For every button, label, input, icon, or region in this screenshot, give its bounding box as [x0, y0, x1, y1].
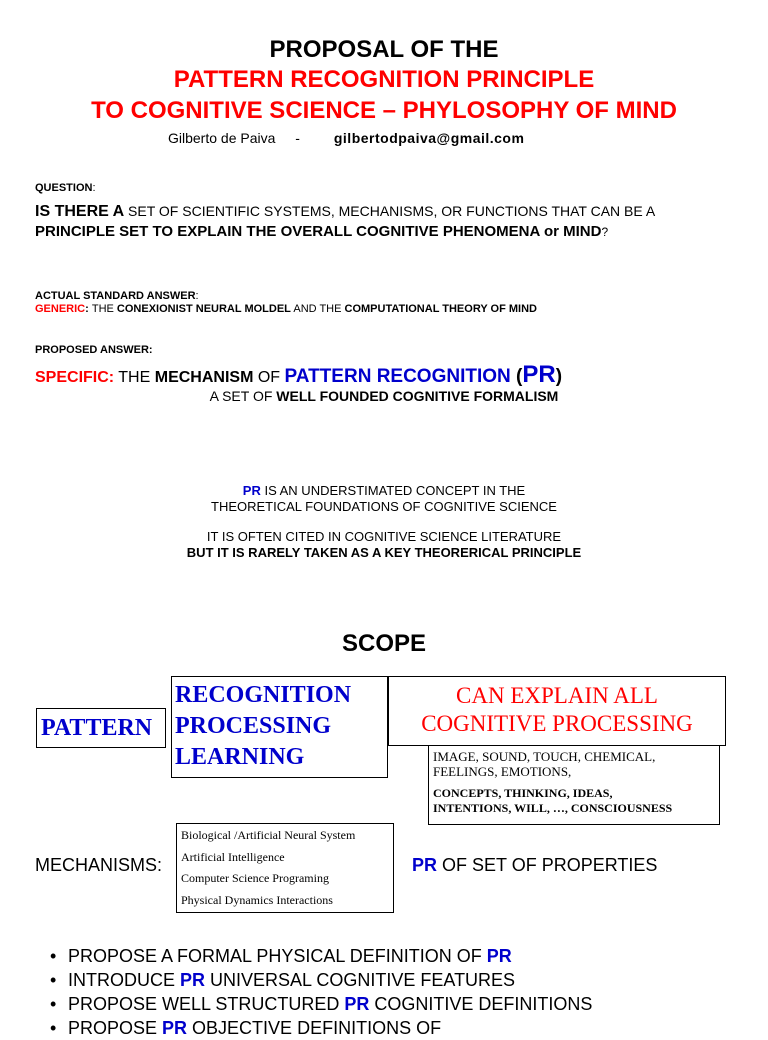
generic-label: GENERIC	[35, 303, 86, 315]
pattern-recognition-term: PATTERN RECOGNITION	[284, 366, 511, 387]
pr-properties: PR OF SET OF PROPERTIES	[412, 855, 658, 875]
question-lead: IS THERE A	[35, 203, 129, 220]
title-line-2: PATTERN RECOGNITION PRINCIPLE	[173, 66, 595, 93]
title-line-1: PROPOSAL OF THE	[269, 36, 499, 63]
author-name: Gilberto de Paiva	[168, 130, 276, 146]
bullet-item: • PROPOSE WELL STRUCTURED PR COGNITIVE DEFINITIONS	[50, 992, 592, 1016]
standard-answer-label: ACTUAL STANDARD ANSWER:	[35, 290, 199, 302]
pr-properties-acronym: PR	[412, 855, 438, 875]
bullet-pr: PR	[162, 1018, 188, 1038]
statement-line-2: THEORETICAL FOUNDATIONS OF COGNITIVE SCIENCE	[211, 499, 557, 514]
question-line-2-bold: PRINCIPLE SET TO EXPLAIN THE OVERALL COGNITIVE PHENOMENA or MIND	[35, 223, 602, 240]
question-mark: ?	[601, 225, 609, 239]
mechanisms-label: MECHANISMS:	[35, 855, 163, 875]
author-separator: -	[295, 130, 300, 146]
statement-line-3: IT IS OFTEN CITED IN COGNITIVE SCIENCE LITERATURE	[206, 529, 562, 544]
explain-line-1: CAN EXPLAIN ALL	[456, 683, 658, 708]
statement-line-1: PR IS AN UNDERSTIMATED CONCEPT IN THE	[242, 483, 526, 498]
bullet-item: • PROPOSE A FORMAL PHYSICAL DEFINITION OF PR	[50, 944, 592, 968]
question-label: QUESTION:	[35, 182, 96, 194]
statement-line-4: BUT IT IS RARELY TAKEN AS A KEY THEORERICAL PRINCIPLE	[186, 545, 582, 560]
explain-box	[388, 676, 726, 746]
domains-line-2: FEELINGS, EMOTIONS,	[433, 764, 572, 779]
mechanism-item: Computer Science Programing	[181, 871, 329, 885]
proposal-bullets	[50, 944, 592, 1040]
pattern-box	[36, 708, 166, 748]
standard-model: CONEXIONIST NEURAL MOLDEL	[116, 303, 291, 315]
bullet-pr: PR	[180, 970, 206, 990]
bullet-item: • PROPOSE PR OBJECTIVE DEFINITIONS OF	[50, 1016, 592, 1040]
question-line-1	[35, 203, 655, 221]
pr-acronym: PR	[522, 361, 556, 388]
bullet-pr: PR	[486, 946, 512, 966]
pattern-label: PATTERN	[41, 715, 153, 741]
mechanisms-box	[176, 823, 394, 913]
standard-answer-line: GENERIC: THE CONEXIONIST NEURAL MOLDEL AND THE COMPUTATIONAL THEORY OF MIND	[35, 303, 537, 315]
formalism-line: A SET OF WELL FOUNDED COGNITIVE FORMALISM	[209, 388, 559, 404]
author-line	[168, 130, 524, 146]
standard-theory: COMPUTATIONAL THEORY OF MIND	[344, 303, 537, 315]
process-recognition: RECOGNITION	[175, 682, 352, 708]
domains-box	[428, 745, 720, 825]
processes-box	[171, 676, 388, 778]
mechanism-word: MECHANISM	[154, 369, 254, 386]
question-line-1-rest: SET OF SCIENTIFIC SYSTEMS, MECHANISMS, OR FUNCTIONS THAT CAN BE A	[128, 203, 656, 219]
mechanism-item: Physical Dynamics Interactions	[181, 892, 333, 907]
proposed-answer-label: PROPOSED ANSWER:	[35, 344, 153, 356]
statement-pr: PR	[242, 483, 261, 498]
specific-label: SPECIFIC:	[35, 369, 115, 386]
title-line-3: TO COGNITIVE SCIENCE – PHYLOSOPHY OF MIND	[91, 97, 677, 124]
process-learning: LEARNING	[175, 744, 305, 770]
concepts-line-1: CONCEPTS, THINKING, IDEAS,	[433, 786, 613, 800]
mechanism-item: Biological /Artificial Neural System	[181, 828, 356, 842]
formalism-term: WELL FOUNDED COGNITIVE FORMALISM	[276, 388, 559, 404]
question-line-2	[35, 223, 608, 240]
author-email[interactable]: gilbertodpaiva@gmail.com	[333, 130, 525, 146]
scope-title: SCOPE	[341, 630, 427, 657]
explain-line-2: COGNITIVE PROCESSING	[421, 711, 693, 736]
mechanism-item: Artificial Intelligence	[181, 849, 285, 864]
bullet-pr: PR	[344, 994, 370, 1014]
concepts-line-2: INTENTIONS, WILL, …, CONSCIOUSNESS	[433, 801, 673, 815]
bullet-item: • INTRODUCE PR UNIVERSAL COGNITIVE FEATURES	[50, 968, 592, 992]
process-processing: PROCESSING	[175, 713, 332, 739]
domains-line-1: IMAGE, SOUND, TOUCH, CHEMICAL,	[433, 749, 656, 764]
proposed-answer-line: SPECIFIC: THE MECHANISM OF PATTERN RECOGNITION (PR)	[35, 361, 563, 388]
